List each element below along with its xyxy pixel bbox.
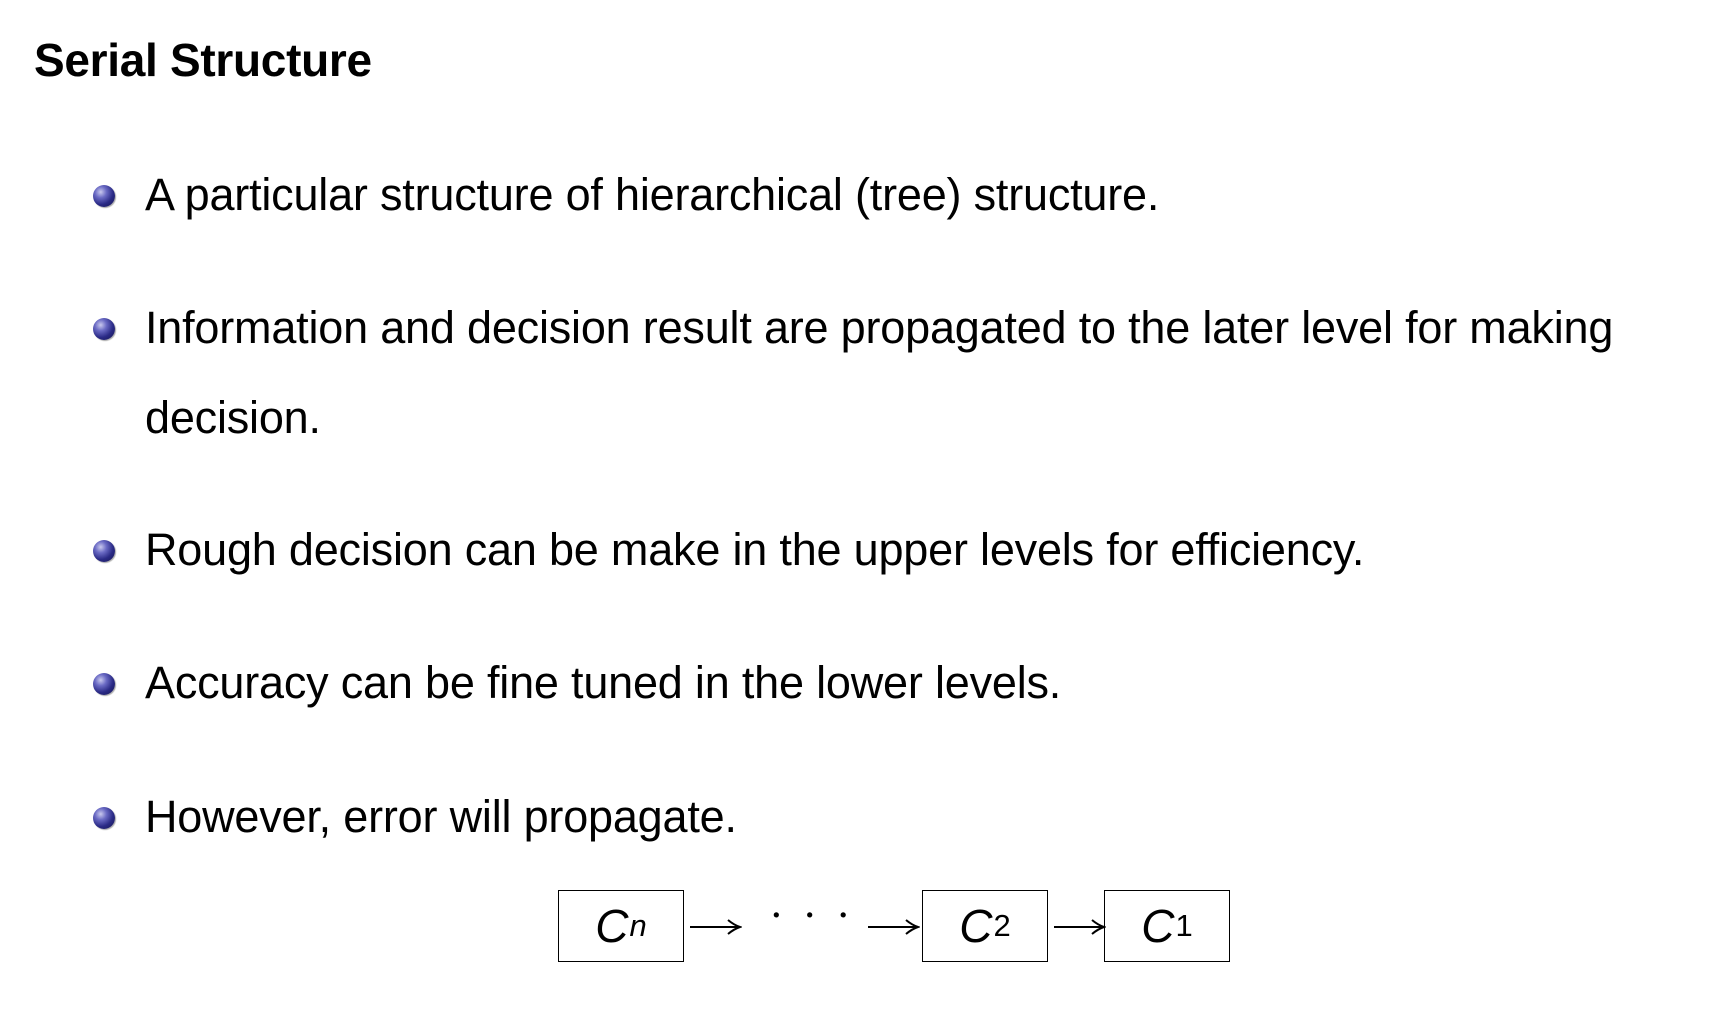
- classifier-subscript: 1: [1175, 908, 1193, 943]
- ellipsis: · · ·: [770, 893, 854, 939]
- classifier-subscript: n: [629, 908, 647, 943]
- right-arrow-icon: [868, 912, 920, 942]
- bullet-text: However, error will propagate.: [145, 791, 737, 842]
- right-arrow-icon: [1054, 912, 1106, 942]
- classifier-subscript: 2: [993, 908, 1011, 943]
- bullet-text: Information and decision result are propagated to the later level for making decision.: [145, 302, 1614, 443]
- classifier-letter: C: [959, 900, 993, 952]
- bullet-text: Rough decision can be make in the upper levels for efficiency.: [145, 524, 1365, 575]
- classifier-box-cn: [558, 890, 684, 962]
- bullet-text: Accuracy can be fine tuned in the lower levels.: [145, 657, 1062, 708]
- right-arrow-icon: [690, 912, 742, 942]
- classifier-letter: C: [595, 900, 629, 952]
- slide-title: Serial Structure: [34, 34, 372, 86]
- classifier-letter: C: [1141, 900, 1175, 952]
- classifier-box-c2: [922, 890, 1048, 962]
- classifier-box-c1: [1104, 890, 1230, 962]
- bullet-text: A particular structure of hierarchical (tree) structure.: [145, 169, 1160, 220]
